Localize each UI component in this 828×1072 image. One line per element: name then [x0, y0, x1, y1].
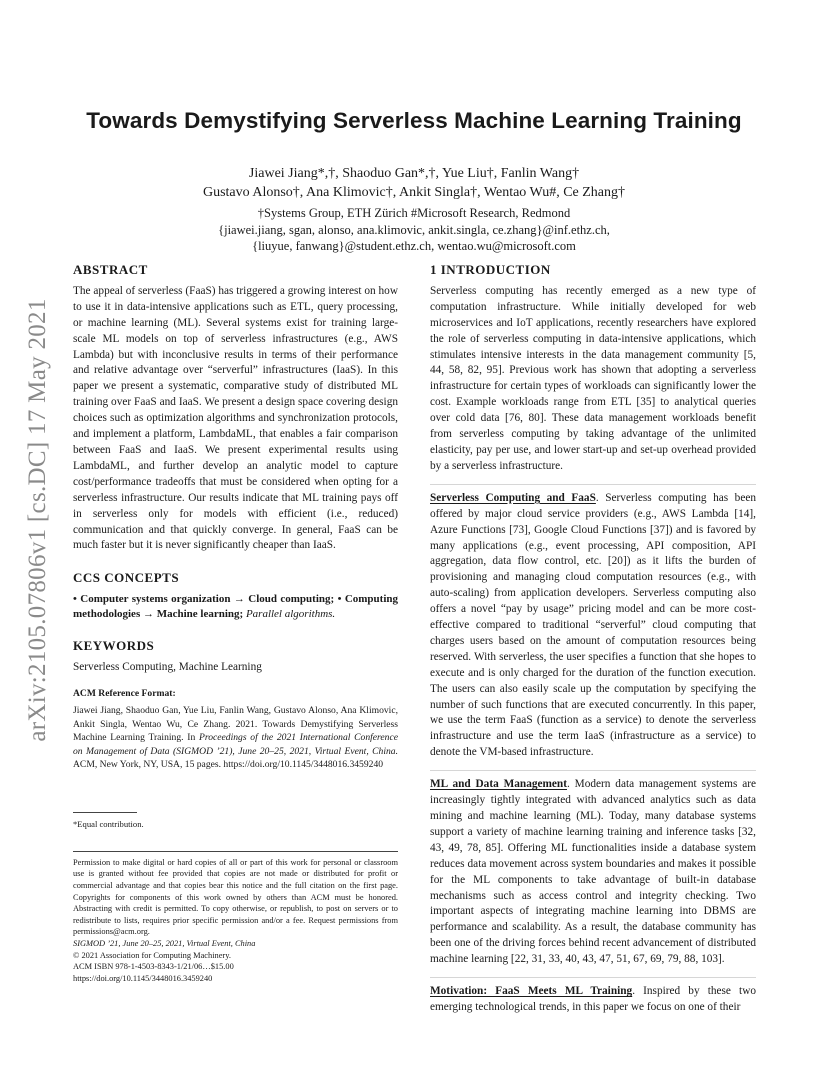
- intro-paragraph-4: [430, 977, 756, 1016]
- emails-line-2: {liuyue, fanwang}@student.ethz.ch, wentao.wu@microsoft.com: [252, 239, 576, 253]
- keywords-heading: KEYWORDS: [73, 638, 155, 654]
- paragraph-3-body: . Modern data management systems are increasingly tightly integrated with advanced analytics such as data mining and machine learning (ML). Today, many database systems support a variety of machine learning training and inference tasks [32, 43, 49, 78, 85]. Offering ML functionalities inside a database system reduces data movement across system boundaries and makes it possible for the ML components to take advantage of built-in database mechanisms such as access control and integrity checking. Two important aspects of integrating machine learning into DBMS are performance and scalability. As a result, the database community has been one of the driving forces behind recent advancement of distributed machine learning [22, 31, 33, 40, 43, 47, 51, 67, 69, 79, 88, 103].: [430, 778, 756, 966]
- affiliation-line: †Systems Group, ETH Zürich #Microsoft Research, Redmond: [257, 206, 571, 220]
- permission-text: Permission to make digital or hard copies of all or part of this work for personal or classroom use is granted without fee provided that copies are not made or distributed for profit or commercial advantage and that copies bear this notice and the full citation on the first page. Copyrights for components of this work owned by others than ACM must be honored. Abstracting with credit is permitted. To copy otherwise, or republish, to post on servers or to redistribute to lists, requires prior specific permission and/or a fee. Request permissions from permissions@acm.org.: [73, 857, 398, 937]
- paragraph-4-body: . Inspired by these two emerging technological trends, in this paper we focus on one of their: [430, 985, 757, 1013]
- permission-isbn: ACM ISBN 978-1-4503-8343-1/21/06…$15.00: [73, 962, 234, 972]
- paragraph-3-heading: ML and Data Management: [430, 778, 567, 791]
- acm-ref-authors: Jiawei Jiang, Shaoduo Gan, Yue Liu, Fanlin Wang, Gustavo Alonso, Ana Klimovic, Ankit Singla, Wentao Wu, Ce Zhang. 2021. Towards Demystifying Serverless Machine Learning Training. In: [73, 704, 398, 744]
- permission-block: [73, 857, 398, 985]
- acm-ref-heading: ACM Reference Format:: [73, 688, 176, 700]
- footnote-separator: [73, 812, 137, 813]
- authors: [0, 164, 828, 202]
- emails-line-1: {jiawei.jiang, sgan, alonso, ana.klimovic, ankit.singla, ce.zhang}@inf.ethz.ch,: [218, 222, 610, 237]
- permission-doi: https://doi.org/10.1145/3448016.3459240: [73, 973, 213, 983]
- ccs-heading: CCS CONCEPTS: [73, 570, 180, 586]
- arxiv-id: arXiv:2105.07806v1 [cs.DC] 17 May 2021: [24, 298, 51, 742]
- keywords-text: Serverless Computing, Machine Learning: [73, 661, 262, 674]
- right-column: [430, 262, 756, 1016]
- left-column: [73, 262, 398, 984]
- paragraph-2-heading: Serverless Computing and FaaS: [430, 491, 596, 504]
- intro-paragraph-1: Serverless computing has recently emerged as a new type of computation infrastructure. While initially developed for web microservices and IoT applications, recently researchers have explored the role of serverless computing in data-intensive applications, which stimulates intensive interests in the data management community [5, 44, 58, 82, 95]. Previous work has shown that adopting a serverless infrastructure for certain types of workloads can significantly lower the cost. Example workloads range from ETL [35] to analytical queries over cold data [76, 80]. These data management workloads benefit from serverless computing by taking advantage of the unlimited elasticity, pay per use, and lower start-up and set-up overhead provided by a serverless infrastructure.: [430, 284, 756, 472]
- ccs-concepts: [73, 592, 398, 622]
- abstract-text: The appeal of serverless (FaaS) has triggered a growing interest on how to use it in data-intensive applications such as ETL, query processing, or machine learning (ML). Several systems exist for training large-scale ML models on top of serverless infrastructures (e.g., AWS Lambda) but with inconclusive results in terms of their performance and relative advantage over “serverful” infrastructures (IaaS). In this paper we present a systematic, comparative study of distributed ML training over FaaS and IaaS. We present a design space covering design choices such as optimization algorithms and synchronization protocols, and implement a platform, LambdaML, that enables a fair comparison between FaaS and IaaS. We present experimental results using LambdaML, and further develop an analytic model to capture cost/performance tradeoffs that must be considered when opting for a serverless infrastructure. Our results indicate that ML training pays off in serverless only for models with efficient (i.e., reduced) communication and that quickly converge. In general, FaaS can be much faster but it is never significantly cheaper than IaaS.: [73, 284, 398, 552]
- ccs-main: • Computer systems organization → Cloud computing; • Computing methodologies → Machine learning;: [73, 593, 398, 621]
- abstract-heading: ABSTRACT: [73, 262, 148, 277]
- intro-heading: 1 INTRODUCTION: [430, 262, 551, 277]
- authors-line-2: Gustavo Alonso†, Ana Klimovic†, Ankit Singla†, Wentao Wu#, Ce Zhang†: [202, 185, 626, 200]
- paragraph-2-body: . Serverless computing has been offered by major cloud service providers (e.g., AWS Lambda [14], Azure Functions [73], Google Cloud Functions [37]) and is favored by many applications (e.g., event processing, API composition, API aggregation, data flow control, etc. [20]) as it lifts the burden of provisioning and managing cloud computation resources (e.g., with auto-scaling) from application developers. Serverless computing also offers a novel “pay by usage” pricing model and can be more cost-effective compared to traditional “serverful” cloud computing that charges users based on the amount of computation resources being reserved. With serverless, the user specifies a function that she hopes to execute and is only charged for the duration of the function execution. The users can also easily scale up the computation by specifying the number of such functions that are executed concurrently. In this paper, we use the term FaaS (function as a service) to denote the serverless infrastructure and use the term IaaS (infrastructure as a service) to denote the VM-based infrastructure.: [430, 491, 756, 759]
- intro-paragraph-2: [430, 484, 756, 761]
- acm-ref-publisher: ACM, New York, NY, USA, 15 pages. https://doi.org/10.1145/3448016.3459240: [73, 759, 384, 771]
- acm-reference: [73, 704, 398, 772]
- arxiv-watermark: [18, 280, 58, 760]
- permission-copyright: © 2021 Association for Computing Machinery.: [73, 950, 231, 960]
- paper-title: Towards Demystifying Serverless Machine Learning Training: [86, 108, 742, 133]
- ccs-sub: Parallel algorithms.: [243, 608, 336, 621]
- paragraph-4-heading: Motivation: FaaS Meets ML Training: [430, 985, 633, 998]
- permission-venue: SIGMOD ’21, June 20–25, 2021, Virtual Event, China: [73, 938, 256, 948]
- authors-line-1: Jiawei Jiang*,†, Shaoduo Gan*,†, Yue Liu†, Fanlin Wang†: [248, 166, 580, 181]
- permission-separator: [73, 851, 398, 852]
- footnote: *Equal contribution.: [73, 818, 144, 829]
- intro-paragraph-3: [430, 770, 756, 968]
- affiliations: [0, 205, 828, 255]
- acm-ref-venue: Proceedings of the 2021 International Conference on Management of Data (SIGMOD ’21), June 20–25, 2021, Virtual Event, China.: [73, 732, 398, 757]
